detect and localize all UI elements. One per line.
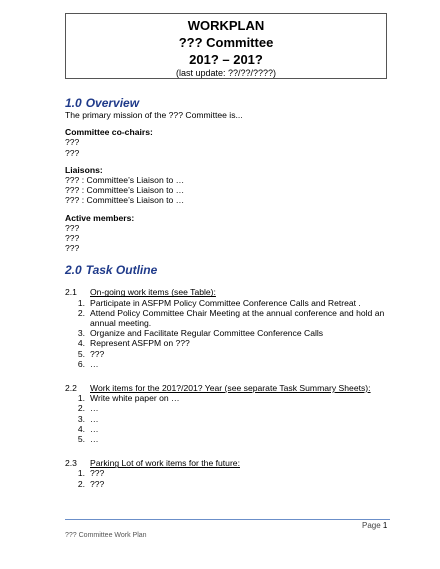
page-label: Page (362, 521, 381, 530)
section-title: Work items for the 201?/201? Year (see separate Task Summary Sheets): (90, 383, 371, 394)
member-entry: ??? (65, 222, 80, 233)
list-item (65, 424, 395, 434)
members-label: Active members: (65, 212, 135, 223)
section-number: 2.2 (65, 383, 77, 394)
section-title: Parking Lot of work items for the future: (90, 458, 240, 469)
list-item (65, 479, 395, 489)
list-item (65, 298, 395, 308)
list-number: 6. (77, 358, 85, 369)
task-outline-heading (65, 263, 395, 277)
list-item (65, 328, 395, 338)
footer-rule (65, 519, 390, 520)
section-number: 2.1 (65, 287, 77, 298)
list-number: 1. (77, 297, 85, 308)
list-number: 4. (77, 423, 85, 434)
list-text: ??? (90, 348, 105, 359)
member-entry: ??? (65, 243, 80, 254)
list-text: Write white paper on … (90, 393, 180, 404)
list-number: 2. (77, 307, 85, 318)
liaison-entry: ??? : Committee’s Liaison to … (65, 175, 185, 186)
list-text: ??? (90, 468, 105, 479)
last-update: (last update: ??/??/????) (175, 68, 277, 78)
section-2-1-heading (65, 287, 395, 297)
list-number: 2. (77, 403, 85, 414)
list-text: … (90, 413, 99, 424)
member-entry: ??? (65, 233, 80, 244)
liaison-entry: ??? : Committee’s Liaison to … (65, 195, 185, 206)
list-text: … (90, 358, 99, 369)
list-text: … (90, 403, 99, 414)
list-number: 4. (77, 338, 85, 349)
overview-heading (65, 96, 395, 110)
cochair-entry: ??? (65, 147, 80, 158)
liaison-entry: ??? : Committee’s Liaison to … (65, 185, 185, 196)
list-item (65, 403, 395, 413)
section-2-2-list (65, 393, 395, 444)
list-text: … (90, 434, 99, 445)
mission-statement: The primary mission of the ??? Committee is... (65, 110, 243, 120)
committee-name: ??? Committee (178, 35, 274, 50)
list-text: ??? (90, 478, 105, 489)
list-number: 3. (77, 413, 85, 424)
title-box (65, 13, 387, 79)
list-item (65, 468, 395, 478)
task-outline-heading-title: Task Outline (85, 263, 158, 278)
list-item (65, 349, 395, 359)
page-number: 1 (382, 521, 388, 530)
page-indicator (362, 521, 387, 530)
liaisons-label: Liaisons: (65, 164, 103, 175)
task-outline-heading-number: 2.0 (65, 263, 82, 278)
overview-heading-title: Overview (85, 96, 140, 110)
list-item (65, 393, 395, 403)
section-title: On-going work items (see Table): (90, 287, 216, 298)
list-number: 1. (77, 393, 85, 404)
list-number: 2. (77, 478, 85, 489)
list-text: Attend Policy Committee Chair Meeting at the annual conference and hold an annual meeting. (90, 307, 385, 329)
document-body (65, 96, 395, 489)
list-text: Organize and Facilitate Regular Committee Conference Calls (90, 328, 324, 339)
overview-heading-number: 1.0 (65, 96, 82, 110)
section-2-1-list (65, 298, 395, 369)
list-number: 3. (77, 328, 85, 339)
list-text: … (90, 423, 99, 434)
section-2-2-heading (65, 383, 395, 393)
cochairs-label: Committee co-chairs: (65, 127, 153, 138)
list-number: 1. (77, 468, 85, 479)
doc-title: WORKPLAN (187, 18, 265, 33)
list-number: 5. (77, 348, 85, 359)
list-item (65, 308, 395, 328)
list-number: 5. (77, 434, 85, 445)
list-item (65, 434, 395, 444)
list-text: Represent ASFPM on ??? (90, 338, 190, 349)
section-2-3-list (65, 468, 395, 488)
section-2-3-heading (65, 458, 395, 468)
footer-doc-name: ??? Committee Work Plan (65, 532, 147, 539)
list-item (65, 338, 395, 348)
list-item (65, 414, 395, 424)
list-item (65, 359, 395, 369)
list-text: Participate in ASFPM Policy Committee Conference Calls and Retreat . (90, 297, 361, 308)
year-range: 201? – 201? (189, 52, 263, 67)
section-number: 2.3 (65, 458, 77, 469)
cochair-entry: ??? (65, 137, 80, 148)
